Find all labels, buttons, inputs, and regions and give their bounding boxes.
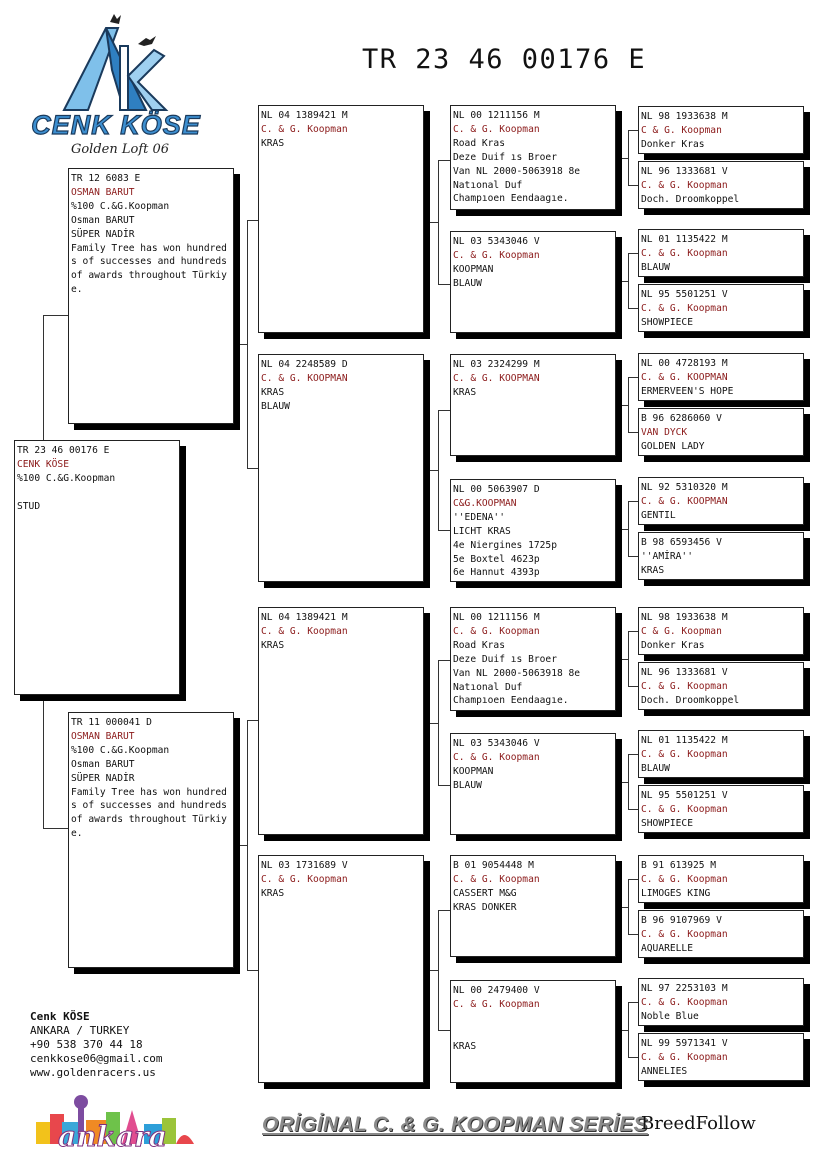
connector-line — [424, 222, 438, 223]
connector-line — [628, 631, 629, 686]
ck-monogram-logo-icon — [14, 10, 214, 120]
pedigree-line: C. & G. KOOPMAN — [261, 372, 348, 384]
connector-line — [628, 1002, 638, 1003]
pedigree-line: C. & G. Koopman — [641, 1051, 728, 1063]
pedigree-line: C&G.KOOPMAN — [453, 497, 517, 509]
pedigree-box-gen5 — [638, 855, 804, 903]
connector-line — [628, 809, 638, 810]
pedigree-line: C. & G. KOOPMAN — [641, 371, 728, 383]
connector-line — [628, 253, 629, 308]
pedigree-box-gen4 — [450, 607, 616, 711]
ring-number: NL 00 1211156 M — [453, 110, 540, 121]
pedigree-line: Osman BARUT — [71, 214, 135, 226]
ring-number: NL 01 1135422 M — [641, 234, 728, 245]
pedigree-line: Champıoen Eendaagıe. — [453, 193, 569, 205]
connector-line — [616, 907, 628, 908]
pedigree-line: Donker Kras — [641, 639, 705, 651]
contact-block — [30, 1010, 162, 1080]
ring-number: B 96 9107969 V — [641, 915, 722, 926]
pedigree-line: %100 C.&G.Koopman — [71, 744, 170, 756]
ring-number: NL 95 5501251 V — [641, 289, 728, 300]
pedigree-line: Noble Blue — [641, 1010, 699, 1022]
pedigree-line: C. & G. Koopman — [641, 928, 728, 940]
pedigree-line: Champıoen Eendaagıe. — [453, 695, 569, 707]
cenk-kose-logo — [14, 10, 214, 160]
ankara-logo-text: ankara — [58, 1120, 167, 1153]
pedigree-line: KRAS — [261, 887, 285, 899]
connector-line — [628, 501, 629, 556]
pedigree-box-gen5 — [638, 477, 804, 525]
pedigree-box-gen5 — [638, 229, 804, 277]
connector-line — [616, 782, 628, 783]
ring-number: NL 96 1333681 V — [641, 166, 728, 177]
pedigree-box-gen5 — [638, 161, 804, 209]
contact-city: ANKARA / TURKEY — [30, 1024, 130, 1037]
connector-line — [247, 220, 248, 468]
pedigree-line: Road Kras — [453, 137, 505, 149]
ring-number: TR 23 46 00176 E — [17, 445, 110, 456]
ring-number: NL 99 5971341 V — [641, 1038, 728, 1049]
connector-line — [628, 686, 638, 687]
ring-number: NL 04 1389421 M — [261, 612, 348, 623]
pedigree-line: Road Kras — [453, 639, 505, 651]
pedigree-line: C & G. Koopman — [641, 625, 722, 637]
pedigree-box-gen4 — [450, 479, 616, 582]
pedigree-line: KRAS — [453, 1040, 477, 1052]
connector-line — [438, 530, 450, 531]
pedigree-line: ANNELIES — [641, 1065, 688, 1077]
pedigree-box-gen5 — [638, 106, 804, 154]
connector-line — [438, 660, 439, 785]
connector-line — [616, 529, 628, 530]
pedigree-line: AQUARELLE — [641, 942, 693, 954]
pedigree-box-gen5 — [638, 284, 804, 332]
pedigree-line: %100 C.&G.Koopman — [17, 472, 116, 484]
connector-line — [438, 910, 439, 1030]
pedigree-box-gen4 — [450, 855, 616, 957]
pedigree-line: Family Tree has won hundreds of successes and hundreds of awards throughout Türkiye. — [71, 242, 233, 296]
pedigree-box-gen3 — [258, 607, 424, 835]
connector-line — [438, 160, 450, 161]
connector-line — [43, 315, 68, 316]
connector-line — [438, 910, 450, 911]
pedigree-box-gen5 — [638, 532, 804, 580]
pedigree-line: CENK KÖSE — [17, 458, 69, 470]
pedigree-line: Van NL 2000-5063918 8e — [453, 165, 581, 177]
connector-line — [43, 315, 44, 440]
connector-line — [628, 308, 638, 309]
connector-line — [247, 970, 258, 971]
pedigree-box-gen5 — [638, 607, 804, 655]
pedigree-line: BLAUW — [453, 779, 482, 791]
breedfollow-label: BreedFollow — [641, 1113, 756, 1134]
pedigree-line: OSMAN BARUT — [71, 186, 135, 198]
connector-line — [424, 470, 438, 471]
pedigree-line: LIMOGES KING — [641, 887, 711, 899]
pedigree-line: C. & G. Koopman — [453, 249, 540, 261]
pedigree-box-gen3 — [258, 105, 424, 333]
connector-line — [438, 410, 450, 411]
pedigree-line: Van NL 2000-5063918 8e — [453, 667, 581, 679]
pedigree-line: Deze Duif ıs Broer — [453, 653, 557, 665]
connector-line — [43, 695, 44, 828]
ring-number: NL 00 2479400 V — [453, 985, 540, 996]
connector-line — [234, 845, 247, 846]
connector-line — [628, 377, 638, 378]
connector-line — [247, 220, 258, 221]
connector-line — [438, 1030, 450, 1031]
pedigree-line: OSMAN BARUT — [71, 730, 135, 742]
pedigree-box-gen5 — [638, 785, 804, 833]
pedigree-line: GOLDEN LADY — [641, 440, 705, 452]
connector-line — [628, 879, 629, 934]
connector-line — [628, 501, 638, 502]
pedigree-line: C. & G. Koopman — [261, 123, 348, 135]
pedigree-box-gen4 — [450, 354, 616, 456]
pedigree-line: SÜPER NADİR — [71, 228, 135, 240]
ring-number: NL 03 1731689 V — [261, 860, 348, 871]
pedigree-line: ERMERVEEN'S HOPE — [641, 385, 734, 397]
pedigree-line: BLAUW — [641, 261, 670, 273]
pedigree-box-gen4 — [450, 733, 616, 835]
pedigree-line: BLAUW — [453, 277, 482, 289]
pedigree-box-gen5 — [638, 978, 804, 1026]
pedigree-line: C. & G. Koopman — [453, 625, 540, 637]
connector-line — [628, 253, 638, 254]
pedigree-line: C. & G. Koopman — [453, 873, 540, 885]
pedigree-line: SÜPER NADİR — [71, 772, 135, 784]
pedigree-line: 5e Boxtel 4623p — [453, 553, 540, 565]
connector-line — [616, 659, 628, 660]
ring-number: NL 04 2248589 D — [261, 359, 348, 370]
pedigree-line: KRAS — [453, 386, 477, 398]
pedigree-box-gen4 — [450, 980, 616, 1083]
ring-number: B 96 6286060 V — [641, 413, 722, 424]
pedigree-line: BLAUW — [641, 762, 670, 774]
connector-line — [628, 754, 638, 755]
ring-number: NL 97 2253103 M — [641, 983, 728, 994]
connector-line — [247, 468, 258, 469]
connector-line — [628, 185, 638, 186]
pedigree-line: KOOPMAN — [453, 765, 494, 777]
pedigree-line — [453, 1012, 613, 1026]
connector-line — [247, 720, 258, 721]
pedigree-line: C. & G. Koopman — [641, 996, 728, 1008]
ring-number: NL 01 1135422 M — [641, 735, 728, 746]
pedigree-box-subject — [14, 440, 180, 695]
pedigree-line: Doch. Droomkoppel — [641, 193, 740, 205]
connector-line — [628, 432, 638, 433]
contact-website: www.goldenracers.us — [30, 1066, 156, 1079]
connector-line — [628, 130, 629, 185]
ring-number: B 91 613925 M — [641, 860, 717, 871]
pedigree-box-gen4 — [450, 105, 616, 210]
connector-line — [628, 1057, 638, 1058]
pedigree-line: SHOWPIECE — [641, 817, 693, 829]
connector-line — [628, 130, 638, 131]
pedigree-line: KRAS — [261, 386, 285, 398]
ring-number: NL 00 1211156 M — [453, 612, 540, 623]
pedigree-line: 6e Hannut 4393p — [453, 567, 540, 579]
pedigree-box-gen5 — [638, 1033, 804, 1081]
ring-number: NL 96 1333681 V — [641, 667, 728, 678]
connector-line — [424, 970, 438, 971]
brand-name: CENK KÖSE — [31, 110, 201, 140]
pedigree-line: KRAS — [641, 564, 665, 576]
series-title: ORİGİNAL C. & G. KOOPMAN SERİES — [262, 1113, 648, 1136]
pedigree-line: C. & G. Koopman — [453, 123, 540, 135]
connector-line — [234, 344, 247, 345]
connector-line — [438, 410, 439, 530]
pedigree-line: Deze Duif ıs Broer — [453, 151, 557, 163]
pedigree-line: ''AMİRA'' — [641, 550, 693, 562]
ring-number: B 01 9054448 M — [453, 860, 534, 871]
connector-line — [616, 281, 628, 282]
pedigree-line: Natıonal Duf — [453, 681, 523, 693]
pedigree-line: Osman BARUT — [71, 758, 135, 770]
connector-line — [247, 720, 248, 970]
pedigree-line: Donker Kras — [641, 138, 705, 150]
pedigree-line: C. & G. Koopman — [641, 302, 728, 314]
ring-number: TR 12 6083 E — [71, 173, 141, 184]
connector-line — [628, 631, 638, 632]
pedigree-box-gen3 — [258, 354, 424, 582]
pedigree-box-gen5 — [638, 408, 804, 456]
connector-line — [628, 754, 629, 809]
contact-phone: +90 538 370 44 18 — [30, 1038, 143, 1051]
ring-number: NL 98 1933638 M — [641, 612, 728, 623]
pedigree-box-gen5 — [638, 353, 804, 401]
pedigree-line: C. & G. Koopman — [641, 179, 728, 191]
connector-line — [616, 405, 628, 406]
pedigree-line: %100 C.&G.Koopman — [71, 200, 170, 212]
pedigree-line: VAN DYCK — [641, 426, 688, 438]
connector-line — [438, 284, 450, 285]
ring-number: NL 04 1389421 M — [261, 110, 348, 121]
pedigree-line: C. & G. Koopman — [641, 680, 728, 692]
ring-number: NL 03 5343046 V — [453, 236, 540, 247]
pedigree-line: C. & G. KOOPMAN — [453, 372, 540, 384]
pedigree-line: CASSERT M&G — [453, 887, 517, 899]
pedigree-line: C. & G. Koopman — [453, 751, 540, 763]
pedigree-line: Family Tree has won hundreds of successes and hundreds of awards throughout Türkiye. — [71, 786, 233, 840]
ring-number: NL 00 4728193 M — [641, 358, 728, 369]
pedigree-box-dam — [68, 712, 234, 968]
pedigree-line: KRAS — [261, 639, 285, 651]
connector-line — [628, 1002, 629, 1057]
ring-number: NL 92 5310320 M — [641, 482, 728, 493]
contact-email: cenkkose06@gmail.com — [30, 1052, 163, 1065]
ring-number: NL 03 2324299 M — [453, 359, 540, 370]
ankara-logo — [28, 1092, 198, 1162]
pedigree-line: KRAS — [261, 137, 285, 149]
pedigree-line: LICHT KRAS — [453, 525, 511, 537]
pedigree-line: Natıonal Duf — [453, 179, 523, 191]
page-title: TR 23 46 00176 E — [362, 44, 647, 75]
pedigree-line: ''EDENA'' — [453, 511, 505, 523]
pedigree-line: C. & G. KOOPMAN — [641, 495, 728, 507]
ring-number: TR 11 000041 D — [71, 717, 152, 728]
connector-line — [616, 1030, 628, 1031]
ring-number: NL 98 1933638 M — [641, 111, 728, 122]
pedigree-line — [17, 486, 177, 500]
pedigree-box-sire — [68, 168, 234, 424]
pedigree-box-gen4 — [450, 231, 616, 333]
pedigree-line: KOOPMAN — [453, 263, 494, 275]
pedigree-line: C. & G. Koopman — [641, 803, 728, 815]
connector-line — [438, 160, 439, 284]
pedigree-line: BLAUW — [261, 400, 290, 412]
brand-tagline: Golden Loft 06 — [70, 142, 170, 157]
pedigree-box-gen5 — [638, 662, 804, 710]
ring-number: B 98 6593456 V — [641, 537, 722, 548]
ring-number: NL 95 5501251 V — [641, 790, 728, 801]
connector-line — [628, 556, 638, 557]
pedigree-line: STUD — [17, 500, 41, 512]
pedigree-line: C & G. Koopman — [641, 124, 722, 136]
pedigree-line: C. & G. Koopman — [641, 748, 728, 760]
contact-name: Cenk KÖSE — [30, 1010, 90, 1023]
pedigree-box-gen5 — [638, 730, 804, 778]
pedigree-line: C. & G. Koopman — [641, 873, 728, 885]
pedigree-line: SHOWPIECE — [641, 316, 693, 328]
pedigree-line: C. & G. Koopman — [261, 873, 348, 885]
pedigree-box-gen3 — [258, 855, 424, 1083]
pedigree-line: Doch. Droomkoppel — [641, 694, 740, 706]
pedigree-line: KRAS DONKER — [453, 901, 517, 913]
pedigree-line: C. & G. Koopman — [453, 998, 540, 1010]
connector-line — [43, 828, 68, 829]
pedigree-box-gen5 — [638, 910, 804, 958]
pedigree-line: 4e Niergines 1725p — [453, 539, 557, 551]
pedigree-line — [453, 1026, 613, 1040]
connector-line — [628, 934, 638, 935]
pedigree-line: C. & G. Koopman — [261, 625, 348, 637]
connector-line — [438, 660, 450, 661]
pedigree-line: C. & G. Koopman — [641, 247, 728, 259]
connector-line — [616, 158, 628, 159]
ring-number: NL 03 5343046 V — [453, 738, 540, 749]
connector-line — [628, 377, 629, 432]
ring-number: NL 00 5063907 D — [453, 484, 540, 495]
connector-line — [438, 785, 450, 786]
pedigree-line: GENTIL — [641, 509, 676, 521]
connector-line — [424, 723, 438, 724]
connector-line — [628, 879, 638, 880]
